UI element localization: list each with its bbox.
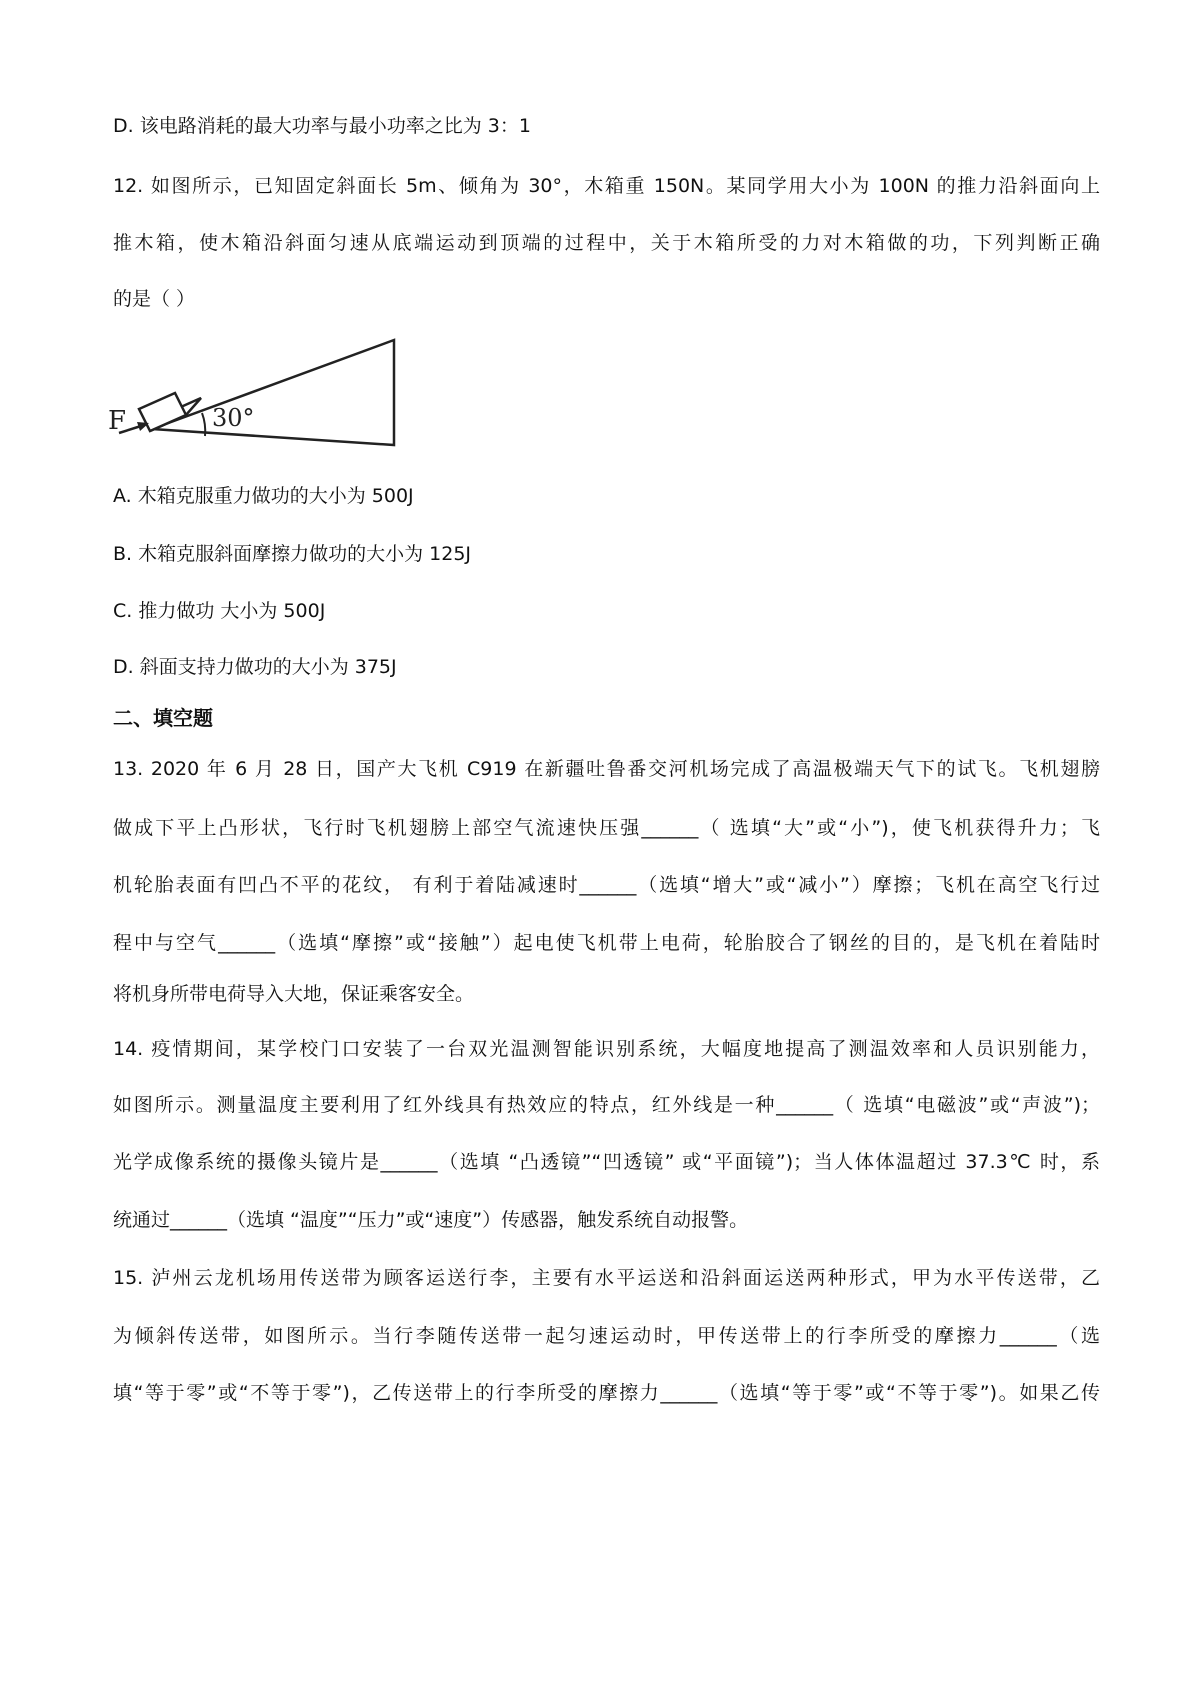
q15-line3: 填“等于零”或“不等于零”)，乙传送带上的行李所受的摩擦力______（选填“等于零”或“不等于零”)。如果乙传 xyxy=(113,1382,1100,1404)
q12-incline-figure xyxy=(105,330,435,495)
q12-option-d: D. 斜面支持力做功的大小为 375J xyxy=(113,656,397,678)
force-label: F xyxy=(108,406,127,436)
incline-diagram xyxy=(105,330,435,495)
q14-line2: 如图所示。测量温度主要利用了红外线具有热效应的特点，红外线是一种______（ 选填“电磁波”或“声波”)； xyxy=(113,1094,1100,1116)
q15-line2: 为倾斜传送带，如图所示。当行李随传送带一起匀速运动时，甲传送带上的行李所受的摩擦力______（选 xyxy=(113,1325,1100,1347)
q13-line3: 机轮胎表面有凹凸不平的花纹， 有利于着陆减速时______（选填“增大”或“减小”）摩擦；飞机在高空飞行过 xyxy=(113,874,1100,896)
q15-line1: 15. 泸州云龙机场用传送带为顾客运送行李，主要有水平运送和沿斜面运送两种形式，甲为水平传送带，乙 xyxy=(113,1267,1100,1289)
q12-option-c: C. 推力做功 大小为 500J xyxy=(113,600,326,622)
q13-line5: 将机身所带电荷导入大地，保证乘客安全。 xyxy=(113,983,475,1005)
q11-option-d: D. 该电路消耗的最大功率与最小功率之比为 3：1 xyxy=(113,115,531,137)
q12-stem-line3: 的是（ ） xyxy=(113,288,196,310)
q14-line3: 光学成像系统的摄像头镜片是______（选填 “凸透镜”“凹透镜” 或“平面镜”)；当人体体温超过 37.3℃ 时，系 xyxy=(113,1151,1100,1173)
q12-stem-line1: 12. 如图所示，已知固定斜面长 5m、倾角为 30°，木箱重 150N。某同学用大小为 100N 的推力沿斜面向上 xyxy=(113,175,1100,197)
q13-line1: 13. 2020 年 6 月 28 日，国产大飞机 C919 在新疆吐鲁番交河机场完成了高温极端天气下的试飞。飞机翅膀 xyxy=(113,758,1100,780)
section-title: 二、填空题 xyxy=(113,706,213,730)
q12-stem-line2: 推木箱，使木箱沿斜面匀速从底端运动到顶端的过程中，关于木箱所受的力对木箱做的功，下列判断正确 xyxy=(113,232,1100,254)
q14-line4: 统通过______（选填 “温度”“压力”或“速度”）传感器，触发系统自动报警。 xyxy=(113,1209,749,1231)
q12-option-b: B. 木箱克服斜面摩擦力做功的大小为 125J xyxy=(113,543,472,565)
angle-label: 30° xyxy=(212,404,255,432)
q12-option-a: A. 木箱克服重力做功的大小为 500J xyxy=(113,485,414,507)
incline-triangle xyxy=(152,340,394,445)
q14-line1: 14. 疫情期间，某学校门口安装了一台双光温测智能识别系统，大幅度地提高了测温效率和人员识别能力， xyxy=(113,1038,1100,1060)
q13-line4: 程中与空气______（选填“摩擦”或“接触”）起电使飞机带上电荷，轮胎胶合了钢丝的目的，是飞机在着陆时 xyxy=(113,932,1100,954)
q13-line2: 做成下平上凸形状，飞行时飞机翅膀上部空气流速快压强______（ 选填“大”或“小”)，使飞机获得升力；飞 xyxy=(113,817,1100,839)
